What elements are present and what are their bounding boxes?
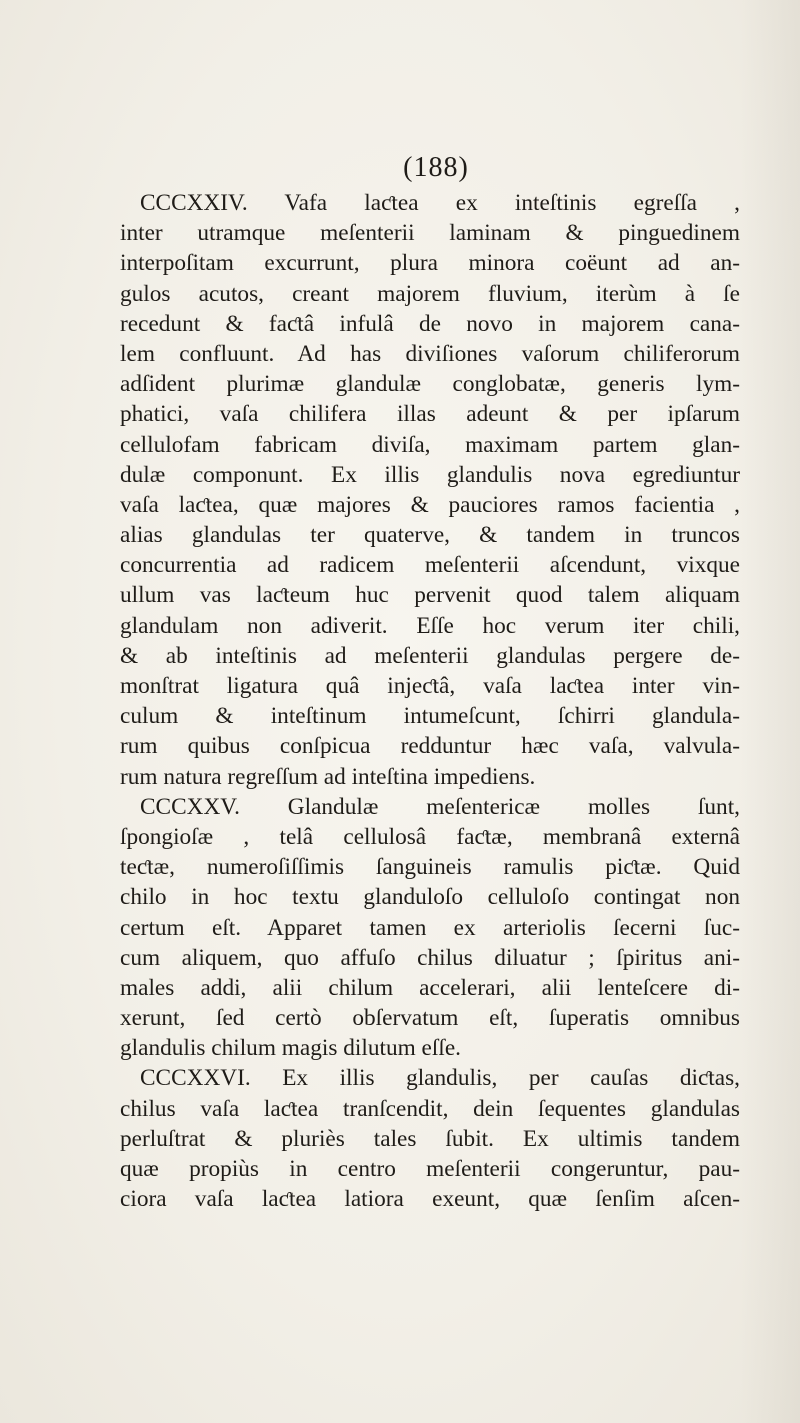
text-line: ullum vas laƈteum huc pervenit quod talem aliquam <box>120 582 740 609</box>
text-line: certum eſt. Apparet tamen ex arteriolis ſecerni ſuc- <box>120 914 740 941</box>
text-line: CCCXXVI. Ex illis glandulis, per cauſas diƈtas, <box>140 1065 740 1092</box>
text-line: culum & inteſtinum intumeſcunt, ſchirri glandula- <box>120 703 740 730</box>
text-line: monſtrat ligatura quâ injeƈtâ, vaſa laƈtea inter vin- <box>120 673 740 699</box>
text-line: alias glandulas ter quaterve, & tandem in truncos <box>120 522 740 549</box>
text-line: cum aliquem, quo affuſo chilus diluatur ; ſpiritus ani- <box>120 944 740 971</box>
text-line: interpoſitam excurrunt, plura minora coëunt ad an- <box>120 250 740 277</box>
text-line: lem confluunt. Ad has diviſiones vaſorum chiliferorum <box>120 340 740 367</box>
text-line: CCCXXV. Glandulæ meſentericæ molles ſunt, <box>140 793 740 820</box>
text-line: rum quibus conſpicua redduntur hæc vaſa, valvula- <box>120 733 740 760</box>
page-number: (188) <box>403 152 469 183</box>
text-line: chilus vaſa laƈtea tranſcendit, dein ſequentes glandulas <box>120 1095 740 1122</box>
text-line: gulos acutos, creant majorem fluvium, iterùm à ſe <box>120 280 740 307</box>
text-line: cellulofam fabricam diviſa, maximam partem glan- <box>120 431 740 458</box>
body-text <box>120 188 740 1214</box>
text-line: ciora vaſa laƈtea latiora exeunt, quæ ſenſim aſcen- <box>120 1186 740 1213</box>
text-line: glandulam non adiverit. Eſſe hoc verum iter chili, <box>120 612 740 639</box>
text-line: phatici, vaſa chilifera illas adeunt & per ipſarum <box>120 401 740 428</box>
text-line: & ab inteſtinis ad meſenterii glandulas pergere de- <box>120 642 740 669</box>
page-gutter-shadow <box>740 0 800 1423</box>
text-line: inter utramque meſenterii laminam & pinguedinem <box>120 220 740 247</box>
text-line: recedunt & faƈtâ infulâ de novo in majorem cana- <box>120 310 740 337</box>
text-line: chilo in hoc textu glanduloſo celluloſo contingat non <box>120 884 740 911</box>
text-line: quæ propiùs in centro meſenterii congeruntur, pau- <box>120 1156 740 1182</box>
text-line: CCCXXIV. Vafa laƈtea ex inteſtinis egreſſa , <box>140 190 740 216</box>
text-line: ſpongioſæ , telâ cellulosâ faƈtæ, membranâ externâ <box>120 823 740 850</box>
text-line: xerunt, ſed certò obſervatum eſt, ſuperatis omnibus <box>120 1005 740 1032</box>
text-line: concurrentia ad radicem meſenterii aſcendunt, vixque <box>120 552 740 579</box>
text-line: teƈtæ, numeroſiſſimis ſanguineis ramulis piƈtæ. Quid <box>120 854 740 881</box>
text-line: adſident plurimæ glandulæ conglobatæ, generis lym- <box>120 371 740 398</box>
text-line: dulæ componunt. Ex illis glandulis nova egrediuntur <box>120 461 740 488</box>
text-line: rum natura regreſſum ad inteſtina impediens. <box>120 763 536 790</box>
text-line: glandulis chilum magis dilutum eſſe. <box>120 1035 462 1062</box>
text-line: vaſa laƈtea, quæ majores & pauciores ramos facientia , <box>120 491 740 518</box>
text-line: perluſtrat & pluriès tales ſubit. Ex ultimis tandem <box>120 1125 740 1152</box>
text-line: males addi, alii chilum accelerari, alii lenteſcere di- <box>120 974 740 1001</box>
